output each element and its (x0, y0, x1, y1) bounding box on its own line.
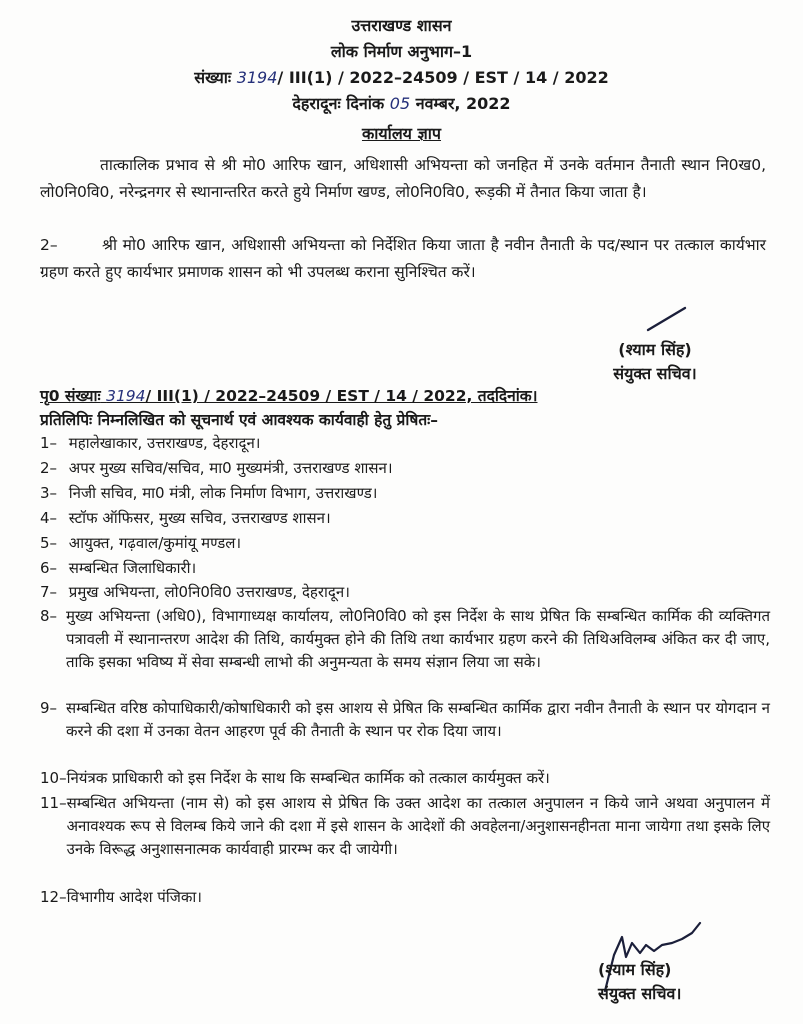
signatory-name: (श्याम सिंह) (618, 340, 692, 359)
endorsement-ref-prefix: पृ0 संख्याः (40, 387, 101, 405)
paragraph-2-text: श्री मो0 आरिफ खान, अधिशासी अभियन्ता को निर्देशित किया जाता है नवीन तैनाती के पद/स्थान पर तत्काल कार्यभार ग्रहण करते हुए कार्यभार प्रमाणक शासन को भी उपलब्ध कराना सुनिश्चित करें। (40, 236, 766, 281)
government-name: उत्तराखण्ड शासन (351, 16, 452, 35)
list-item (40, 557, 770, 580)
signatory-designation: संयुक्त सचिव। (613, 364, 697, 383)
order-number-rest: / III(1) / 2022–24509 / EST / 14 / 2022 (277, 68, 609, 87)
list-item-text: महालेखाकार, उत्तराखण्ड, देहरादून। (68, 434, 261, 452)
department-name: लोक निर्माण अनुभाग–1 (330, 42, 473, 61)
list-item-number: 6– (40, 559, 58, 577)
list-item-text: स्टॉफ ऑफिसर, मुख्य सचिव, उत्तराखण्ड शासन। (68, 509, 331, 527)
endorsement-ref-handwritten: 3194 (106, 387, 146, 405)
body-paragraph-1: तात्कालिक प्रभाव से श्री मो0 आरिफ खान, अधिशासी अभियन्ता को जनहित में उनके वर्तमान तैनाती स्थान नि0ख0, लो0नि0वि0, नरेन्द्रनगर से स्थानान्तरित करते हुये निर्माण खण्ड, लो0नि0वि0, रूड़की में तैनात किया जाता है। (40, 156, 766, 201)
list-item (40, 886, 770, 909)
list-item (40, 581, 770, 604)
body-paragraph-2 (40, 232, 766, 286)
list-item-text: विभागीय आदेश पंजिका। (66, 888, 202, 906)
list-item-number: 8– (40, 607, 58, 625)
endorsement-reference (40, 384, 538, 406)
list-item-text: आयुक्त, गढ़वाल/कुमांयू मण्डल। (68, 534, 242, 552)
list-item (40, 792, 770, 861)
list-item (40, 697, 770, 743)
signature-mark-1 (645, 303, 690, 333)
list-item-number: 9– (40, 699, 58, 717)
list-item-text: सम्बन्धित जिलाधिकारी। (68, 559, 197, 577)
list-item-text: अपर मुख्य सचिव/सचिव, मा0 मुख्यमंत्री, उत्तराखण्ड शासन। (68, 459, 393, 477)
list-item-number: 10– (40, 769, 67, 787)
place-date (0, 92, 803, 114)
list-item-number: 2– (40, 459, 58, 477)
list-item-number: 11– (40, 794, 67, 812)
list-item-text: मुख्य अभियन्ता (अधि0), विभागाध्यक्ष कार्यालय, लो0नि0वि0 को इस निर्देश के साथ प्रेषित कि सम्बन्धित कार्मिक की व्यक्तिगत पत्रावली में स्थानान्तरण आदेश की तिथि, कार्यमुक्त होने की तिथि तथा कार्यभार ग्रहण करने की तिथिअविलम्ब अंकित कर दी जाए, ताकि इसका भविष्य में सेवा सम्बन्धी लाभो की अनुमन्यता के समय संज्ञान लिया जा सके। (66, 607, 770, 671)
paragraph-2-number: 2– (40, 236, 58, 254)
list-item-number: 5– (40, 534, 58, 552)
order-number-handwritten: 3194 (236, 68, 278, 87)
place-date-prefix: देहरादूनः दिनांक (292, 94, 385, 113)
signatory-name: (श्याम सिंह) (598, 960, 672, 979)
list-item-text: सम्बन्धित अभियन्ता (नाम से) को इस आशय से प्रेषित कि उक्त आदेश का तत्काल अनुपालन न किये जाने अथवा अनुपालन में अनावश्यक रूप से विलम्ब किये जाने की दशा में इसे शासन के आदेशों की अवहेलना/अनुशासनहीनता माना जायेगा तथा इसके लिए उनके विरूद्ध अनुशासनात्मक कार्यवाही प्रारम्भ कर दी जायेगी। (66, 794, 770, 858)
signatory-block-2 (598, 958, 708, 1006)
date-rest: नवम्बर, 2022 (415, 94, 511, 113)
list-item (40, 605, 770, 674)
order-number (0, 66, 803, 88)
list-item-number: 3– (40, 484, 58, 502)
list-item-number: 4– (40, 509, 58, 527)
list-item (40, 532, 770, 555)
document-type-heading: कार्यालय ज्ञाप (361, 124, 442, 143)
list-item-text: प्रमुख अभियन्ता, लो0नि0वि0 उत्तराखण्ड, देहरादून। (68, 583, 350, 601)
list-item-text: निजी सचिव, मा0 मंत्री, लोक निर्माण विभाग, उत्तराखण्ड। (68, 484, 378, 502)
list-item-number: 1– (40, 434, 58, 452)
copy-to-heading: प्रतिलिपिः निम्नलिखित को सूचनार्थ एवं आवश्यक कार्यवाही हेतु प्रेषितः– (40, 411, 439, 429)
date-day-handwritten: 05 (389, 94, 411, 113)
list-item (40, 767, 770, 790)
list-item (40, 457, 770, 480)
signatory-designation: संयुक्त सचिव। (598, 984, 682, 1003)
list-item (40, 432, 770, 455)
signatory-block-1 (585, 338, 725, 386)
list-item-number: 7– (40, 583, 58, 601)
list-item-text: सम्बन्धित वरिष्ठ कोपाधिकारी/कोषाधिकारी को इस आशय से प्रेषित कि सम्बन्धित कार्मिक द्वारा नवीन तैनाती के स्थान पर योगदान न करने की दशा में उनका वेतन आहरण पूर्व की तैनाती के स्थान पर रोक दिया जाय। (66, 699, 770, 740)
list-item-number: 12– (40, 888, 67, 906)
list-item (40, 482, 770, 505)
list-item (40, 507, 770, 530)
list-item-text: नियंत्रक प्राधिकारी को इस निर्देश के साथ कि सम्बन्धित कार्मिक को तत्काल कार्यमुक्त करें। (66, 769, 550, 787)
order-number-label: संख्याः (194, 68, 232, 87)
endorsement-ref-rest: / III(1) / 2022–24509 / EST / 14 / 2022, तददिनांक। (145, 387, 538, 405)
